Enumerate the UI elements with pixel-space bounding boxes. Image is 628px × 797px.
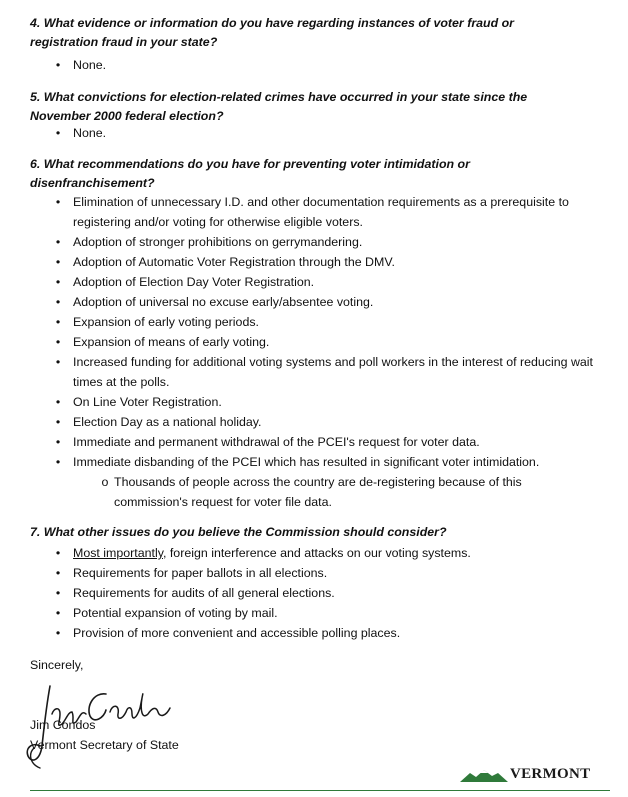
circle-bullet-icon: o — [101, 475, 109, 489]
bullet-icon: • — [55, 126, 61, 140]
question-5-line-2: November 2000 federal election? — [30, 109, 224, 123]
bullet-icon: • — [55, 195, 61, 209]
vermont-logo — [460, 766, 610, 786]
question-6-line-2: disenfranchisement? — [30, 176, 155, 190]
closing: Sincerely, — [30, 658, 84, 672]
bullet-icon: • — [55, 566, 61, 580]
question-4-line-1: 4. What evidence or information do you have regarding instances of voter fraud or — [30, 16, 515, 30]
signer-title: Vermont Secretary of State — [30, 738, 179, 752]
bullet-icon: • — [55, 546, 61, 560]
signer-name: Jim Condos — [30, 718, 96, 732]
bullet-icon: • — [55, 435, 61, 449]
bullet-icon: • — [55, 315, 61, 329]
question-5-heading — [30, 88, 615, 126]
footer-divider — [30, 790, 610, 791]
question-7-line-1: 7. What other issues do you believe the Commission should consider? — [30, 525, 447, 539]
bullet-icon: • — [55, 606, 61, 620]
question-7-heading — [30, 523, 615, 542]
bullet-icon: • — [55, 295, 61, 309]
question-6-heading — [30, 155, 615, 193]
question-6-line-1: 6. What recommendations do you have for preventing voter intimidation or — [30, 157, 470, 171]
bullet-icon: • — [55, 415, 61, 429]
bullet-icon: • — [55, 58, 61, 72]
bullet-icon: • — [55, 586, 61, 600]
bullet-icon: • — [55, 395, 61, 409]
bullet-icon: • — [55, 626, 61, 640]
green-mountains-icon — [460, 768, 508, 782]
bullet-icon: • — [55, 275, 61, 289]
question-4-heading — [30, 14, 615, 52]
emphasis-underlined: Most importantly — [73, 546, 163, 560]
bullet-icon: • — [55, 355, 61, 369]
bullet-icon: • — [55, 255, 61, 269]
question-4-line-2: registration fraud in your state? — [30, 35, 218, 49]
bullet-icon: • — [55, 455, 61, 469]
vermont-wordmark: VERMONT — [510, 766, 591, 782]
bullet-icon: • — [55, 335, 61, 349]
question-5-line-1: 5. What convictions for election-related crimes have occurred in your state since the — [30, 90, 528, 104]
bullet-icon: • — [55, 235, 61, 249]
